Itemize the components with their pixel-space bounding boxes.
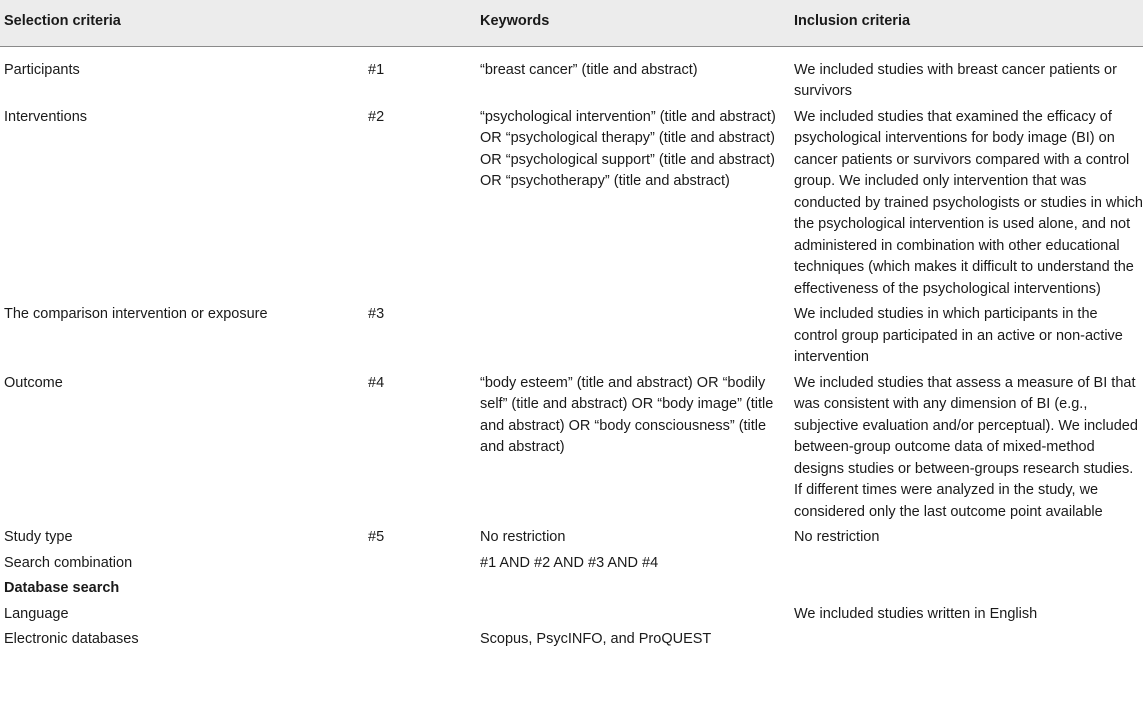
keywords-cell: “body esteem” (title and abstract) OR “bodily self” (title and abstract) OR “body image” (title and abstract) OR “body consciousness” (title and abstract) — [480, 374, 774, 455]
id-cell: #4 — [368, 374, 385, 391]
keywords-cell: Scopus, PsycINFO, and ProQUEST — [480, 631, 712, 647]
header-keywords: Keywords — [476, 0, 790, 46]
header-inclusion-criteria: Inclusion criteria — [790, 0, 1143, 46]
criterion-cell: Study type — [4, 529, 73, 545]
inclusion-cell: We included studies that assess a measure of BI that was consistent with any dimension of BI (e.g., subjective evaluation and/or perceptual). We included between-group outcome data of mixed-method designs studies or between-groups research studies. If different times were analyzed in the study, we considered only the last outcome point available — [794, 374, 1138, 520]
inclusion-cell: We included studies in which participants in the control group participated in an active or non-active intervention — [794, 306, 1123, 365]
inclusion-cell — [790, 553, 1143, 579]
header-id — [368, 0, 476, 46]
inclusion-cell: We included studies that examined the efficacy of psychological interventions for body image (BI) on cancer patients or survivors compared with a control group. We included only intervention that was conducted by trained psychologists or studies in which the psychological intervention is used alone, and not administered in combination with other educational techniques (which makes it difficult to understand the effectiveness of the psychological interventions) — [794, 108, 1143, 297]
id-cell: #1 — [368, 61, 385, 78]
id-cell: #5 — [368, 529, 385, 545]
id-cell — [368, 629, 476, 655]
criterion-cell: Interventions — [4, 108, 88, 125]
keywords-cell: “psychological intervention” (title and abstract) OR “psychological therapy” (title and abstract) OR “psychological support” (title and abstract) OR “psychotherapy” (title and abstract) — [480, 108, 776, 189]
inclusion-cell: No restriction — [794, 529, 880, 545]
id-cell — [368, 604, 476, 630]
header-row — [0, 0, 1143, 46]
id-cell: #2 — [368, 108, 385, 125]
section-title: Database search — [4, 580, 120, 596]
table-row — [0, 553, 1143, 579]
criterion-cell: Search combination — [4, 554, 133, 571]
table-row — [0, 604, 1143, 630]
criterion-cell: The comparison intervention or exposure — [4, 306, 268, 322]
header-selection-criteria: Selection criteria — [0, 0, 368, 46]
inclusion-cell: We included studies with breast cancer patients or survivors — [794, 61, 1117, 99]
criterion-cell: Participants — [4, 61, 80, 78]
table-row — [0, 629, 1143, 655]
inclusion-cell — [790, 629, 1143, 655]
criterion-cell: Electronic databases — [4, 631, 139, 647]
inclusion-cell: We included studies written in English — [794, 605, 1038, 622]
table-row — [0, 107, 1143, 305]
id-cell: #3 — [368, 306, 385, 322]
section-row — [0, 578, 1143, 604]
table-row — [0, 527, 1143, 553]
keywords-cell: No restriction — [480, 529, 566, 545]
id-cell — [368, 553, 476, 579]
keywords-cell: “breast cancer” (title and abstract) — [480, 61, 698, 78]
criterion-cell: Outcome — [4, 374, 63, 391]
table-row — [0, 46, 1143, 107]
keywords-cell: #1 AND #2 AND #3 AND #4 — [480, 554, 659, 571]
keywords-cell — [476, 304, 790, 373]
table-row — [0, 304, 1143, 373]
table-row — [0, 373, 1143, 528]
keywords-cell — [476, 604, 790, 630]
criterion-cell: Language — [4, 605, 69, 622]
